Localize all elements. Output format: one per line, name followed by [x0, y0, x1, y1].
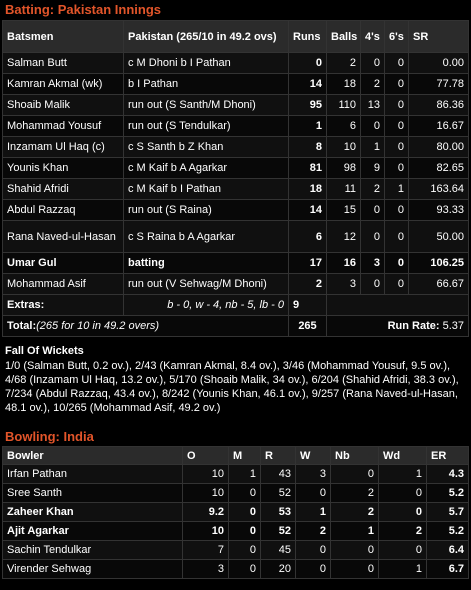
wides: 1: [379, 465, 427, 484]
total-label: Total:: [7, 320, 37, 332]
noballs: 0: [331, 465, 379, 484]
total-value: 265: [289, 316, 327, 337]
overs: 9.2: [183, 503, 229, 522]
balls: 12: [327, 221, 361, 253]
balls: 98: [327, 158, 361, 179]
wickets: 0: [296, 484, 331, 503]
wides: 1: [379, 560, 427, 579]
bowler-header: Bowler: [3, 447, 183, 465]
total-row: [3, 316, 469, 337]
economy-header: ER: [427, 447, 469, 465]
bowler-name: Virender Sehwag: [3, 560, 183, 579]
overs: 3: [183, 560, 229, 579]
batting-row: [3, 253, 469, 274]
balls: 18: [327, 74, 361, 95]
sixes: 0: [385, 200, 409, 221]
sixes: 0: [385, 137, 409, 158]
batsmen-header: Batsmen: [3, 21, 124, 53]
noballs: 0: [331, 560, 379, 579]
batsman-name: Salman Butt: [3, 53, 124, 74]
sixes: 0: [385, 95, 409, 116]
batsman-name: Shoaib Malik: [3, 95, 124, 116]
maidens: 0: [229, 560, 261, 579]
runs: 18: [289, 179, 327, 200]
bowling-table: [2, 446, 469, 579]
economy: 6.7: [427, 560, 469, 579]
sr-header: SR: [409, 21, 469, 53]
batting-table: [2, 20, 469, 337]
noballs-header: Nb: [331, 447, 379, 465]
batsman-name: Inzamam Ul Haq (c): [3, 137, 124, 158]
bowling-row: [3, 465, 469, 484]
sixes: 0: [385, 116, 409, 137]
fours: 9: [361, 158, 385, 179]
overs: 7: [183, 541, 229, 560]
fours: 2: [361, 74, 385, 95]
fours-header: 4's: [361, 21, 385, 53]
overs-header: O: [183, 447, 229, 465]
dismissal: b I Pathan: [124, 74, 289, 95]
sixes: 0: [385, 253, 409, 274]
bowling-row: [3, 503, 469, 522]
dismissal: run out (S Tendulkar): [124, 116, 289, 137]
total-cell: [3, 316, 289, 337]
extras-row: [3, 295, 469, 316]
fours: 2: [361, 179, 385, 200]
noballs: 2: [331, 503, 379, 522]
extras-filler: [327, 295, 469, 316]
batsman-name: Abdul Razzaq: [3, 200, 124, 221]
balls: 16: [327, 253, 361, 274]
noballs: 0: [331, 541, 379, 560]
fours: 0: [361, 274, 385, 295]
batting-row: [3, 200, 469, 221]
dismissal: c S Santh b Z Khan: [124, 137, 289, 158]
fow-text: 1/0 (Salman Butt, 0.2 ov.), 2/43 (Kamran Akmal, 8.4 ov.), 3/46 (Mohammad Yousuf, 9.5 ov.), 4/68 (Inzamam Ul Haq, 13.2 ov.), 5/170 (Shoaib Malik, 34 ov.), 6/204 (Shahid Afridi, 38.3 ov.), 7/234 (Abdul Razzaq, 43.4 ov.), 8/242 (Younis Khan, 46.1 ov.), 9/257 (Rana Naved-ul-Hasan, 48.1 ov.), 10/265 (Mohammad Asif, 49.2 ov.): [5, 360, 459, 414]
total-detail: (265 for 10 in 49.2 overs): [36, 320, 160, 332]
runs-header: Runs: [289, 21, 327, 53]
dismissal: run out (S Raina): [124, 200, 289, 221]
fours: 1: [361, 137, 385, 158]
bowling-row: [3, 522, 469, 541]
fours: 0: [361, 221, 385, 253]
balls: 6: [327, 116, 361, 137]
fours: 13: [361, 95, 385, 116]
strike-rate: 77.78: [409, 74, 469, 95]
dismissal: run out (V Sehwag/M Dhoni): [124, 274, 289, 295]
wickets: 1: [296, 503, 331, 522]
runs: 1: [289, 116, 327, 137]
runs: 95: [289, 95, 327, 116]
batsman-name: Rana Naved-ul-Hasan: [3, 221, 124, 253]
batting-row: [3, 158, 469, 179]
wides-header: Wd: [379, 447, 427, 465]
economy: 5.2: [427, 484, 469, 503]
batting-row: [3, 137, 469, 158]
economy: 5.7: [427, 503, 469, 522]
economy: 6.4: [427, 541, 469, 560]
wickets: 0: [296, 560, 331, 579]
overs: 10: [183, 522, 229, 541]
wickets-header: W: [296, 447, 331, 465]
strike-rate: 16.67: [409, 116, 469, 137]
run-rate-cell: [327, 316, 469, 337]
batting-row: [3, 53, 469, 74]
runs: 14: [289, 200, 327, 221]
strike-rate: 82.65: [409, 158, 469, 179]
maidens: 0: [229, 522, 261, 541]
maidens: 1: [229, 465, 261, 484]
bowling-section-title: Bowling: India: [5, 429, 94, 444]
dismissal: c M Kaif b I Pathan: [124, 179, 289, 200]
runs: 2: [289, 274, 327, 295]
economy: 5.2: [427, 522, 469, 541]
sixes: 1: [385, 179, 409, 200]
batsman-name: Shahid Afridi: [3, 179, 124, 200]
bowler-name: Sree Santh: [3, 484, 183, 503]
balls: 110: [327, 95, 361, 116]
strike-rate: 106.25: [409, 253, 469, 274]
batting-row: [3, 274, 469, 295]
runs-conceded: 52: [261, 484, 296, 503]
extras-label: Extras:: [3, 295, 124, 316]
batting-section-title: Batting: Pakistan Innings: [5, 2, 162, 17]
strike-rate: 163.64: [409, 179, 469, 200]
extras-value: 9: [289, 295, 327, 316]
bowling-header-row: [3, 447, 469, 465]
sixes: 0: [385, 158, 409, 179]
maidens: 0: [229, 541, 261, 560]
fow-title: Fall Of Wickets: [5, 345, 84, 357]
strike-rate: 93.33: [409, 200, 469, 221]
run-rate-value: 5.37: [442, 320, 464, 332]
batsman-name: Mohammad Asif: [3, 274, 124, 295]
maidens: 0: [229, 484, 261, 503]
run-rate-label: Run Rate:: [387, 320, 440, 332]
dismissal: c S Raina b A Agarkar: [124, 221, 289, 253]
dismissal: batting: [124, 253, 289, 274]
fours: 0: [361, 200, 385, 221]
overs: 10: [183, 465, 229, 484]
economy: 4.3: [427, 465, 469, 484]
dismissal: c M Kaif b A Agarkar: [124, 158, 289, 179]
runs-conceded: 52: [261, 522, 296, 541]
runs: 0: [289, 53, 327, 74]
bowler-name: Ajit Agarkar: [3, 522, 183, 541]
runs-conceded: 45: [261, 541, 296, 560]
balls: 15: [327, 200, 361, 221]
runs-conceded: 20: [261, 560, 296, 579]
strike-rate: 86.36: [409, 95, 469, 116]
runs: 81: [289, 158, 327, 179]
batsman-name: Mohammad Yousuf: [3, 116, 124, 137]
batsman-name: Younis Khan: [3, 158, 124, 179]
batting-row: [3, 179, 469, 200]
balls: 11: [327, 179, 361, 200]
bowling-row: [3, 484, 469, 503]
batsman-name: Kamran Akmal (wk): [3, 74, 124, 95]
runs-conceded-header: R: [261, 447, 296, 465]
balls: 2: [327, 53, 361, 74]
balls: 3: [327, 274, 361, 295]
strike-rate: 66.67: [409, 274, 469, 295]
sixes: 0: [385, 221, 409, 253]
runs: 17: [289, 253, 327, 274]
runs: 6: [289, 221, 327, 253]
noballs: 2: [331, 484, 379, 503]
wides: 0: [379, 541, 427, 560]
wickets: 2: [296, 522, 331, 541]
wickets: 3: [296, 465, 331, 484]
fours: 0: [361, 53, 385, 74]
overs: 10: [183, 484, 229, 503]
bowler-name: Zaheer Khan: [3, 503, 183, 522]
runs-conceded: 43: [261, 465, 296, 484]
wickets: 0: [296, 541, 331, 560]
dismissal: c M Dhoni b I Pathan: [124, 53, 289, 74]
noballs: 1: [331, 522, 379, 541]
strike-rate: 0.00: [409, 53, 469, 74]
bowling-row: [3, 560, 469, 579]
sixes: 0: [385, 74, 409, 95]
extras-detail: b - 0, w - 4, nb - 5, lb - 0: [124, 295, 289, 316]
batting-row: [3, 74, 469, 95]
dismissal: run out (S Santh/M Dhoni): [124, 95, 289, 116]
strike-rate: 50.00: [409, 221, 469, 253]
maidens-header: M: [229, 447, 261, 465]
batsman-name: Umar Gul: [3, 253, 124, 274]
batting-row: [3, 95, 469, 116]
bowler-name: Irfan Pathan: [3, 465, 183, 484]
wides: 0: [379, 484, 427, 503]
sixes: 0: [385, 274, 409, 295]
sixes: 0: [385, 53, 409, 74]
strike-rate: 80.00: [409, 137, 469, 158]
runs: 14: [289, 74, 327, 95]
fours: 3: [361, 253, 385, 274]
bowler-name: Sachin Tendulkar: [3, 541, 183, 560]
maidens: 0: [229, 503, 261, 522]
runs: 8: [289, 137, 327, 158]
batting-row: [3, 221, 469, 253]
batting-header-row: [3, 21, 469, 53]
dismissal-header: Pakistan (265/10 in 49.2 ovs): [124, 21, 289, 53]
wides: 0: [379, 503, 427, 522]
wides: 2: [379, 522, 427, 541]
balls: 10: [327, 137, 361, 158]
runs-conceded: 53: [261, 503, 296, 522]
batting-row: [3, 116, 469, 137]
fours: 0: [361, 116, 385, 137]
balls-header: Balls: [327, 21, 361, 53]
sixes-header: 6's: [385, 21, 409, 53]
bowling-row: [3, 541, 469, 560]
